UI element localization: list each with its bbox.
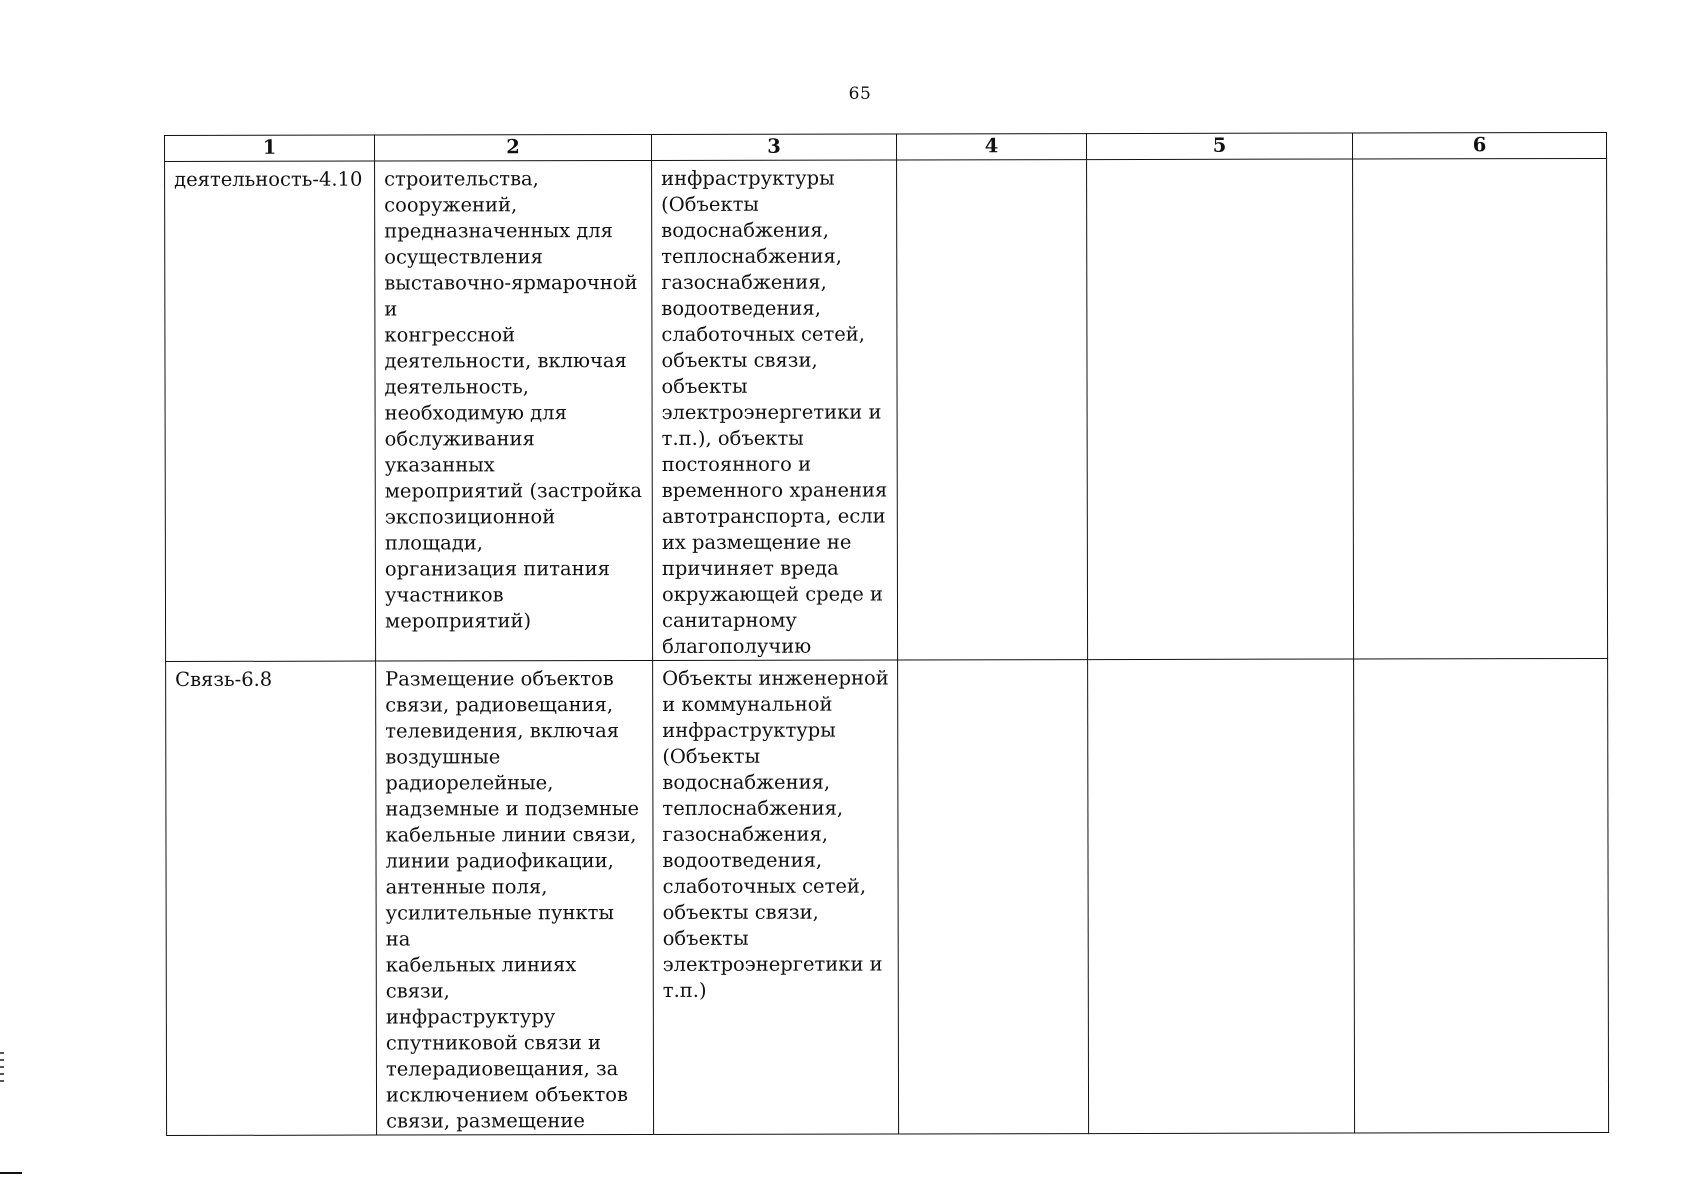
cell-col-4 — [897, 160, 1088, 660]
cell-col-6 — [1354, 658, 1609, 1133]
header-col-4: 4 — [896, 134, 1086, 160]
table-row — [166, 658, 1609, 1135]
table-row — [165, 158, 1608, 661]
header-row — [165, 132, 1607, 161]
cell-col-5 — [1087, 159, 1354, 660]
cell-auxiliary-use: инфраструктуры (Объекты водоснабжения, теплоснабжения, газоснабжения, водоотведения, слаботочных сетей, объекты связи, объекты электроэнергетики и т.п.), объекты постоянного и временного хранения автотранспорта, если их размещение не причиняет вреда окружающей среде и санитарному благополучию — [652, 160, 898, 661]
regulation-table — [164, 132, 1609, 1136]
scan-edge-line — [0, 1172, 22, 1174]
cell-col-6 — [1353, 158, 1608, 659]
header-col-3: 3 — [652, 134, 897, 161]
scan-edge-marks — [0, 1052, 4, 1112]
header-col-5: 5 — [1086, 133, 1352, 160]
cell-description: строительства, сооружений, предназначенных для осуществления выставочно-ярмарочной и конгрессной деятельности, включая деятельность, необходимую для обслуживания указанных мероприятий (застройка экспозиционной площади, организация питания участников мероприятий) — [375, 160, 653, 661]
cell-activity-type: Связь-6.8 — [166, 661, 377, 1135]
cell-col-4 — [898, 660, 1089, 1134]
cell-description: Размещение объектов связи, радиовещания, телевидения, включая воздушные радиорелейные, надземные и подземные кабельные линии связи, линии радиофикации, антенные поля, усилительные пункты на кабельных линиях связи, инфраструктуру спутниковой связи и телерадиовещания, за исключением объектов связи, размещение — [376, 660, 654, 1135]
header-col-2: 2 — [375, 134, 652, 161]
cell-activity-type: деятельность-4.10 — [165, 161, 376, 661]
header-col-6: 6 — [1352, 132, 1606, 159]
page-number: 65 — [848, 84, 872, 104]
header-col-1: 1 — [165, 135, 375, 161]
cell-auxiliary-use: Объекты инженерной и коммунальной инфраструктуры (Объекты водоснабжения, теплоснабжения, газоснабжения, водоотведения, слаботочных сетей, объекты связи, объекты электроэнергетики и т.п.) — [653, 660, 899, 1135]
cell-col-5 — [1088, 659, 1355, 1134]
